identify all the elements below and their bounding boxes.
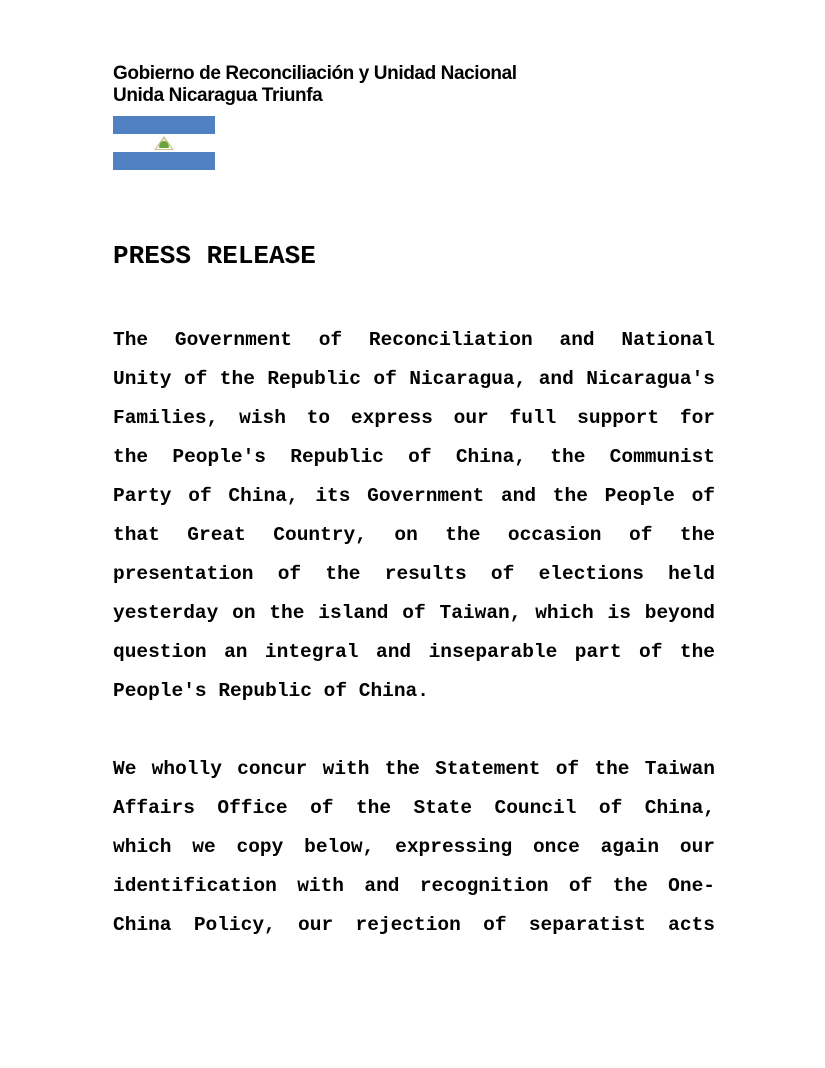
emblem-volcanoes [159,141,169,148]
text-line: We wholly concur with the Statement of the Taiwan [113,758,715,780]
flag-stripe-blue-top [113,116,215,134]
text-line: the People's Republic of China, the Communist [113,446,715,468]
text-line: question an integral and inseparable part of the [113,641,715,663]
text-line: China Policy, our rejection of separatist acts [113,914,715,936]
text-line: identification with and recognition of the One- [113,875,715,897]
text-line: which we copy below, expressing once again our [113,836,715,858]
letterhead [113,63,517,107]
letterhead-line2: Unida Nicaragua Triunfa [113,85,323,106]
text-line: yesterday on the island of Taiwan, which is beyond [113,602,715,624]
text-line: Families, wish to express our full support for [113,407,715,429]
text-line: Unity of the Republic of Nicaragua, and Nicaragua's [113,368,715,390]
paragraph [113,750,715,945]
document-body [113,321,715,984]
flag-coat-of-arms-icon [154,136,174,150]
flag-stripe-white [113,134,215,152]
nicaragua-flag-image [113,116,215,170]
paragraph [113,321,715,711]
text-line: presentation of the results of elections held [113,563,715,585]
letterhead-line1: Gobierno de Reconciliación y Unidad Nacional [113,63,517,84]
text-line: that Great Country, on the occasion of the [113,524,715,546]
text-line: The Government of Reconciliation and National [113,329,715,351]
text-line: People's Republic of China. [113,680,429,702]
text-line: Party of China, its Government and the People of [113,485,715,507]
flag-stripe-blue-bottom [113,152,215,170]
press-release-title: PRESS RELEASE [113,241,316,271]
text-line: Affairs Office of the State Council of China, [113,797,715,819]
